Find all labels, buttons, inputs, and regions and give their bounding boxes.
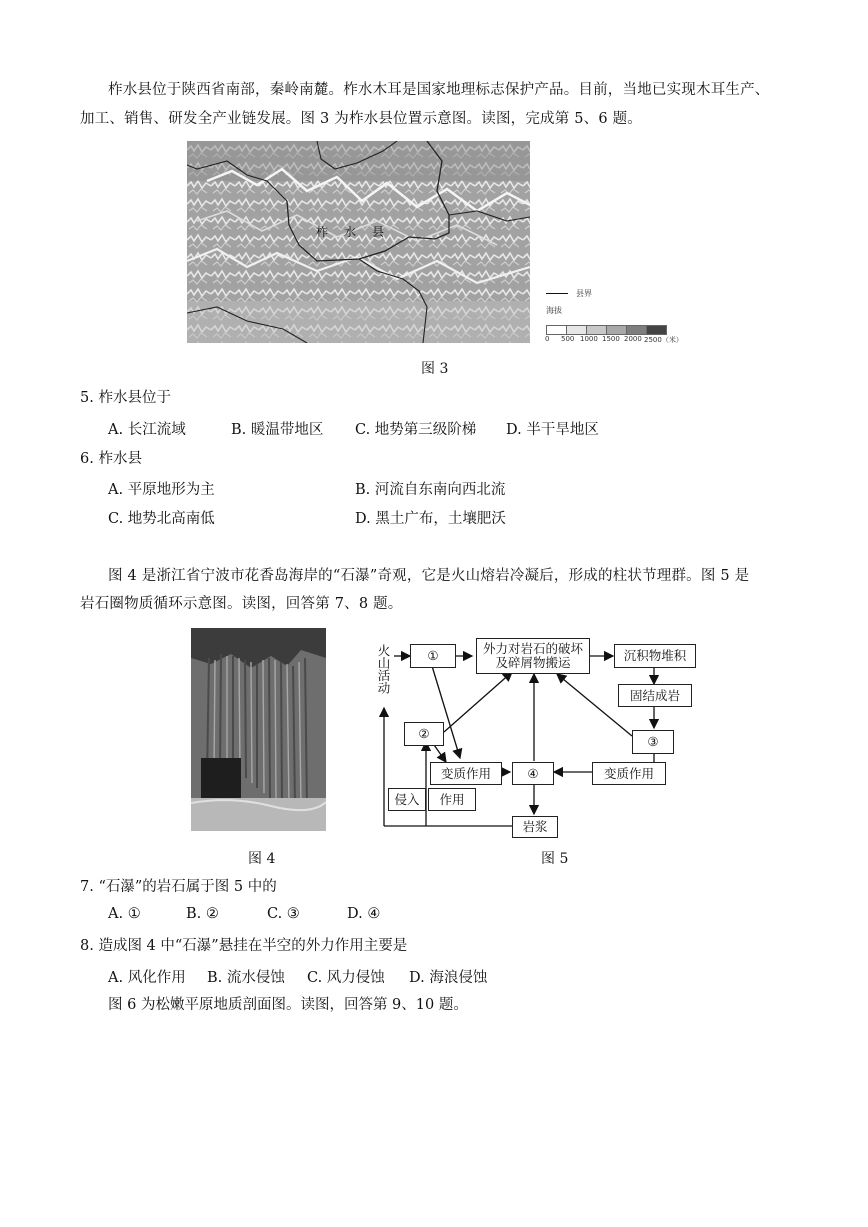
metamorphism-right-node: 变质作用 bbox=[592, 762, 666, 785]
q5-option-d[interactable]: D. 半干旱地区 bbox=[506, 422, 599, 438]
lithification-node: 固结成岩 bbox=[618, 684, 692, 707]
q8-stem: 8. 造成图 4 中“石瀑”悬挂在半空的外力作用主要是 bbox=[80, 938, 408, 954]
legend-swatch-0 bbox=[546, 325, 567, 335]
q6-option-b[interactable]: B. 河流自东南向西北流 bbox=[355, 482, 506, 498]
legend-swatch-4 bbox=[626, 325, 647, 335]
q7-stem: 7. “石瀑”的岩石属于图 5 中的 bbox=[80, 879, 277, 895]
intro2-line-1: 图 4 是浙江省宁波市花香岛海岸的“石瀑”奇观，它是火山熔岩冷凝后，形成的柱状节理群。图 5 是 bbox=[108, 568, 750, 584]
rock-4-node: ④ bbox=[512, 762, 554, 785]
q7-option-b[interactable]: B. ② bbox=[186, 906, 219, 922]
q8-option-b[interactable]: B. 流水侵蚀 bbox=[207, 970, 285, 986]
q6-option-d[interactable]: D. 黑土广布，土壤肥沃 bbox=[355, 511, 506, 527]
q7-option-c[interactable]: C. ③ bbox=[267, 906, 300, 922]
intrusion-label-b: 作用 bbox=[428, 788, 476, 811]
columnar-basalt-photo bbox=[191, 628, 326, 831]
legend-swatch-5 bbox=[646, 325, 667, 335]
legend-tick-500: 500 bbox=[561, 335, 575, 343]
q5-option-a[interactable]: A. 长江流域 bbox=[108, 422, 186, 438]
q6-option-a[interactable]: A. 平原地形为主 bbox=[108, 482, 215, 498]
legend-elevation-label: 海拔 bbox=[546, 306, 562, 315]
q6-option-c[interactable]: C. 地势北高南低 bbox=[108, 511, 215, 527]
intro-line-2: 加工、销售、研发全产业链发展。图 3 为柞水县位置示意图。读图，完成第 5、6 题。 bbox=[80, 111, 643, 127]
legend-tick-2500: 2500（米） bbox=[644, 336, 683, 344]
magma-node: 岩浆 bbox=[512, 816, 558, 838]
metamorphism-left-node: 变质作用 bbox=[430, 762, 502, 785]
volcanic-activity-label: 火山活动 bbox=[372, 636, 394, 702]
intro2-line-2: 岩石圈物质循环示意图。读图，回答第 7、8 题。 bbox=[80, 596, 403, 612]
q8-option-d[interactable]: D. 海浪侵蚀 bbox=[409, 970, 488, 986]
legend-swatch-1 bbox=[566, 325, 587, 335]
legend-tick-1000: 1000 bbox=[580, 335, 598, 343]
fig3-caption: 图 3 bbox=[421, 361, 449, 377]
fig4-caption: 图 4 bbox=[248, 851, 276, 867]
rock-cycle-diagram bbox=[364, 628, 704, 838]
q5-stem: 5. 柞水县位于 bbox=[80, 390, 171, 406]
legend-tick-2000: 2000 bbox=[624, 335, 642, 343]
rock-2-node: ② bbox=[404, 722, 444, 746]
legend-swatch-3 bbox=[606, 325, 627, 335]
q6-stem: 6. 柞水县 bbox=[80, 451, 142, 467]
intro-line-1: 柞水县位于陕西省南部，秦岭南麓。柞水木耳是国家地理标志保护产品。目前，当地已实现木耳生产、 bbox=[108, 82, 770, 98]
county-label: 柞 水 县 bbox=[316, 225, 387, 239]
q5-option-c[interactable]: C. 地势第三级阶梯 bbox=[355, 422, 477, 438]
map-legend bbox=[540, 285, 690, 347]
sediment-deposition-node: 沉积物堆积 bbox=[614, 644, 696, 668]
rock-1-node: ① bbox=[410, 644, 456, 668]
q8-option-a[interactable]: A. 风化作用 bbox=[108, 970, 186, 986]
intrusion-label-a: 侵入 bbox=[388, 788, 426, 811]
weathering-transport-node: 外力对岩石的破坏及碎屑物搬运 bbox=[476, 638, 590, 674]
rock-3-node: ③ bbox=[632, 730, 674, 754]
q7-option-d[interactable]: D. ④ bbox=[347, 906, 381, 922]
terrain-map-image bbox=[187, 141, 530, 343]
legend-tick-0: 0 bbox=[545, 335, 550, 343]
intro3-line: 图 6 为松嫩平原地质剖面图。读图，回答第 9、10 题。 bbox=[108, 997, 468, 1013]
q7-option-a[interactable]: A. ① bbox=[108, 906, 141, 922]
fig5-caption: 图 5 bbox=[541, 851, 569, 867]
legend-swatch-2 bbox=[586, 325, 607, 335]
q5-option-b[interactable]: B. 暖温带地区 bbox=[231, 422, 324, 438]
q8-option-c[interactable]: C. 风力侵蚀 bbox=[307, 970, 385, 986]
legend-tick-1500: 1500 bbox=[602, 335, 620, 343]
boundary-line-swatch bbox=[546, 293, 568, 294]
elevation-map bbox=[187, 141, 530, 343]
legend-boundary-label: 县界 bbox=[576, 289, 592, 298]
